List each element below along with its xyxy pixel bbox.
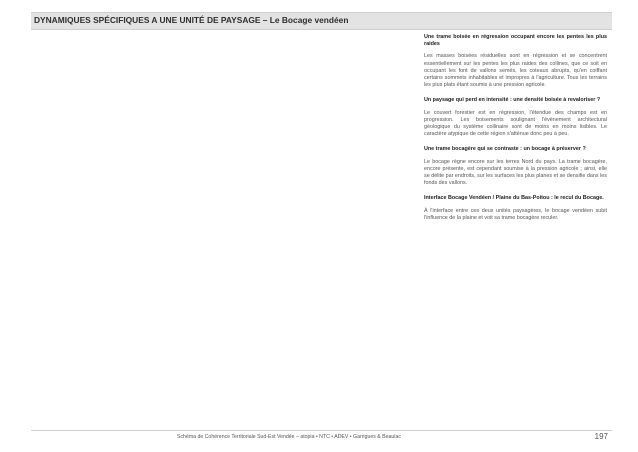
section-heading: Une trame bocagère qui se contraste : un bocage à préserver ?: [424, 146, 586, 153]
section-paragraph: Le couvert forestier est en régression, l'étendue des champs est en progression. Les boisements soulignant l'évènement architectural géologique du système collinaire sont de moins en moins lisibles. Le caractère atypique de cette région s'atténue donc peu à peu.: [424, 109, 607, 138]
page-title: DYNAMIQUES SPÉCIFIQUES A UNE UNITÉ DE PAYSAGE – Le Bocage vendéen: [34, 15, 349, 25]
page-header: [31, 12, 612, 30]
page-footer: [31, 430, 612, 443]
footer-credits: Schéma de Cohérence Territoriale Sud-Est Vendée – atopia • NTC • ADEV • Garrigues & Beaulac: [177, 434, 401, 440]
section-interface-bocage-plaine: [424, 195, 607, 222]
page-number: 197: [594, 432, 608, 441]
section-paragraph: Le bocage règne encore sur les terres Nord du pays. La trame bocagère, encore présente, est cependant soumise à la pression agricole ; ainsi, elle se délite par endroits, sur les surfaces les plus planes et se densifie dans les fonds des vallons.: [424, 158, 607, 187]
section-heading: Interface Bocage Vendéen / Plaine du Bas-Poitou : le recul du Bocage.: [424, 195, 604, 202]
section-densite-boisee: [424, 97, 607, 138]
text-column: [424, 34, 607, 230]
section-regression-boisee: [424, 34, 607, 89]
section-trame-bocagere: [424, 146, 607, 187]
section-paragraph: À l'interface entre ces deux unités paysagères, le bocage vendéen subit l'influence de la plaine et voit sa trame bocagère reculer.: [424, 207, 607, 221]
section-heading: Un paysage qui perd en intensité : une densité boisée à revaloriser ?: [424, 97, 601, 104]
section-heading: Une trame boisée en régression occupant encore les pentes les plus raides: [424, 34, 607, 48]
section-paragraph: Les masses boisées résiduelles sont en régression et se concentrent essentiellement sur les pentes les plus raides des collines, que ce soit en occupant les font de vallons semés, les coteaux abrupts, qu'en coiffant certains sommets inhabitables et impropres à l'agriculture. Tous les terrains les plus plats étant soumis à une pression agricole.: [424, 53, 607, 89]
